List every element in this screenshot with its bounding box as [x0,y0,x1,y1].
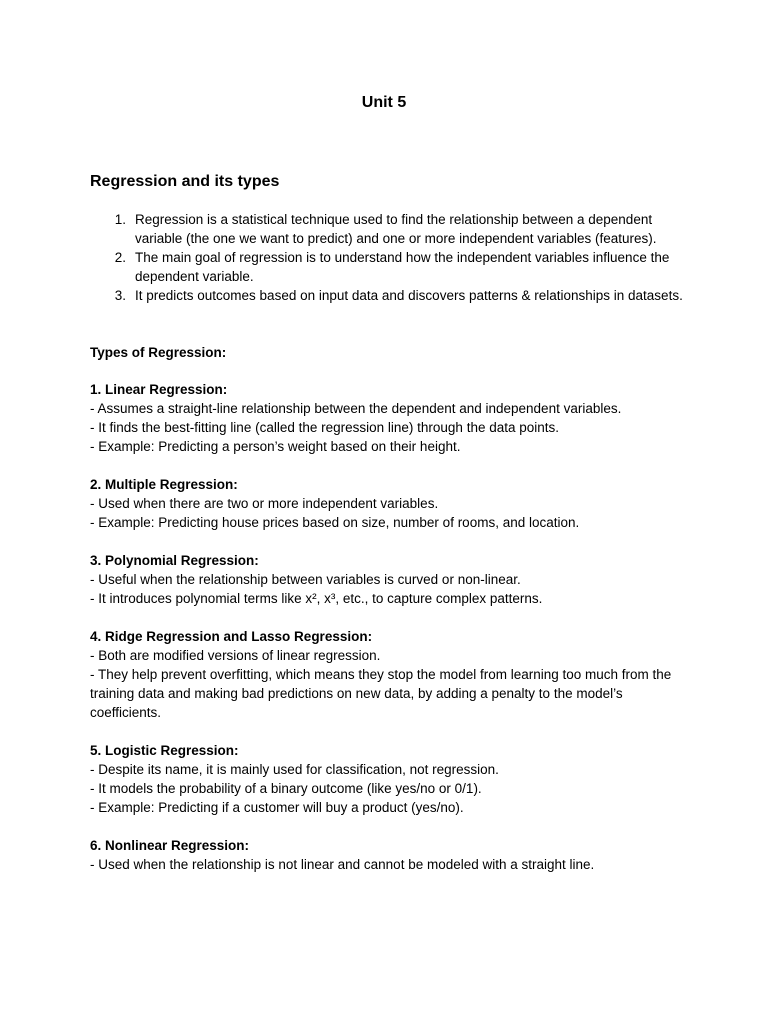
type-title: 5. Logistic Regression: [90,743,239,758]
regression-types [90,380,680,893]
type-line: - Used when there are two or more independent variables. [90,496,439,511]
type-title: 4. Ridge Regression and Lasso Regression: [90,629,373,644]
intro-list-item [90,286,690,305]
section-heading: Regression and its types [90,173,280,190]
type-line: - Assumes a straight-line relationship between the dependent and independent variables. [90,401,622,416]
unit-title: Unit 5 [361,94,407,111]
type-line: - Example: Predicting house prices based on size, number of rooms, and location. [90,515,580,530]
type-nonlinear [90,836,680,874]
intro-item-text: Regression is a statistical technique used to find the relationship between a dependent variable (the one we want to predict) and one or more independent variables (features). [135,212,657,246]
intro-list-item [90,210,690,248]
type-title: 3. Polynomial Regression: [90,553,259,568]
intro-list [90,210,690,305]
type-line: - Useful when the relationship between variables is curved or non-linear. [90,572,521,587]
type-line: - They help prevent overfitting, which means they stop the model from learning too much from the training data and making bad predictions on new data, by adding a penalty to the model’s coefficients. [90,667,672,720]
type-line: - It models the probability of a binary outcome (like yes/no or 0/1). [90,781,482,796]
type-logistic [90,741,680,817]
types-heading: Types of Regression: [90,345,227,360]
type-line: - Example: Predicting if a customer will buy a product (yes/no). [90,800,464,815]
type-ridge-lasso [90,627,680,722]
intro-item-number: 3. [114,288,126,303]
type-line: - Despite its name, it is mainly used for classification, not regression. [90,762,499,777]
type-polynomial [90,551,680,608]
type-line: - It introduces polynomial terms like x², x³, etc., to capture complex patterns. [90,591,543,606]
type-multiple [90,475,680,532]
type-line: - It finds the best-fitting line (called the regression line) through the data points. [90,420,560,435]
type-title: 6. Nonlinear Regression: [90,838,250,853]
type-linear [90,380,680,456]
intro-item-text: The main goal of regression is to understand how the independent variables influence the dependent variable. [135,250,670,284]
intro-item-number: 1. [114,212,126,227]
intro-list-item [90,248,690,286]
intro-item-text: It predicts outcomes based on input data and discovers patterns & relationships in datasets. [135,288,683,303]
intro-item-number: 2. [114,250,126,265]
type-title: 1. Linear Regression: [90,382,228,397]
type-line: - Used when the relationship is not linear and cannot be modeled with a straight line. [90,857,595,872]
type-title: 2. Multiple Regression: [90,477,238,492]
type-line: - Both are modified versions of linear regression. [90,648,381,663]
type-line: - Example: Predicting a person’s weight based on their height. [90,439,461,454]
